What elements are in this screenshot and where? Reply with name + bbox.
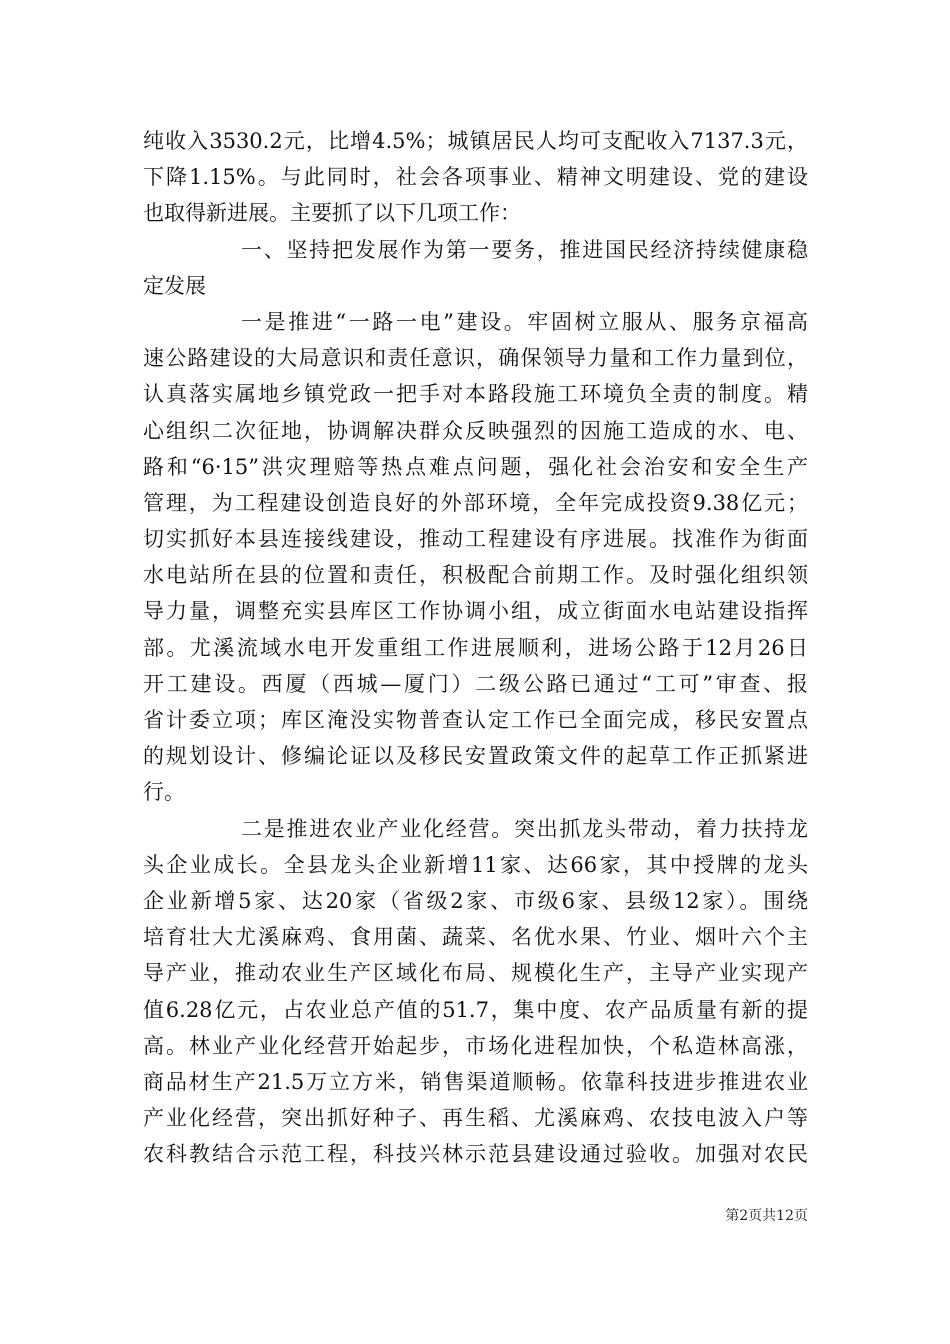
body-text-line: 认真落实属地乡镇党政一把手对本路段施工环境负全责的制度。精 [143,382,808,407]
body-text-line: 纯收入3530.2元，比增4.5%；城镇居民人均可支配收入7137.3元， [143,129,808,153]
body-text-line: 管理，为工程建设创造良好的外部环境，全年完成投资9.38亿元； [143,490,808,515]
body-text-line: 下降1.15%。与此同时，社会各项事业、精神文明建设、党的建设 [143,165,808,190]
body-text-line: 二是推进农业产业化经营。突出抓龙头带动，着力扶持龙 [241,816,808,841]
body-text-line: 导产业，推动农业生产区域化布局、规模化生产，主导产业实现产 [143,961,808,986]
body-text-line: 培育壮大尤溪麻鸡、食用菌、蔬菜、名优水果、竹业、烟叶六个主 [143,925,808,950]
body-text-line: 部。尤溪流域水电开发重组工作进展顺利，进场公路于12月26日 [143,635,808,660]
body-text-line: 高。林业产业化经营开始起步，市场化进程加快，个私造林高涨， [143,1033,808,1058]
document-body [143,123,808,1172]
body-text-line: 值6.28亿元，占农业总产值的51.7，集中度、农产品质量有新的提 [143,997,808,1022]
body-text-line: 农科教结合示范工程，科技兴林示范县建设通过验收。加强对农民 [143,1142,808,1167]
body-text-line: 行。 [143,780,185,805]
body-text-line: 头企业成长。全县龙头企业新增11家、达66家，其中授牌的龙头 [143,852,808,877]
body-text-line: 路和“6·15”洪灾理赔等热点难点问题，强化社会治安和安全生产 [143,454,808,479]
body-text-line: 的规划设计、修编论证以及移民安置政策文件的起草工作正抓紧进 [143,744,808,769]
body-text-line: 心组织二次征地，协调解决群众反映强烈的因施工造成的水、电、 [143,418,808,443]
body-text-line: 省计委立项；库区淹没实物普查认定工作已全面完成，移民安置点 [143,708,808,732]
body-text-line: 产业化经营，突出抓好种子、再生稻、尤溪麻鸡、农技电波入户等 [143,1106,808,1131]
body-text-line: 企业新增5家、达20家（省级2家、市级6家、县级12家）。围绕 [143,888,808,913]
body-text-line: 一、坚持把发展作为第一要务，推进国民经济持续健康稳 [241,237,808,262]
body-text-line: 一是推进“一路一电”建设。牢固树立服从、服务京福高 [241,309,808,334]
body-text-line: 水电站所在县的位置和责任，积极配合前期工作。及时强化组织领 [143,563,808,588]
body-text-line: 定发展 [143,273,206,298]
page-number-footer: 第2页共12页 [725,1208,808,1224]
body-text-line: 速公路建设的大局意识和责任意识，确保领导力量和工作力量到位， [143,346,808,371]
body-text-line: 开工建设。西厦（西城—厦门）二级公路已通过“工可”审查、报 [143,671,808,696]
body-text-line: 商品材生产21.5万立方米，销售渠道顺畅。依靠科技进步推进农业 [143,1069,808,1094]
body-text-line: 导力量，调整充实县库区工作协调小组，成立街面水电站建设指挥 [143,599,808,624]
body-text-line: 切实抓好本县连接线建设，推动工程建设有序进展。找准作为街面 [143,527,808,552]
body-text-line: 也取得新进展。主要抓了以下几项工作： [143,201,521,226]
